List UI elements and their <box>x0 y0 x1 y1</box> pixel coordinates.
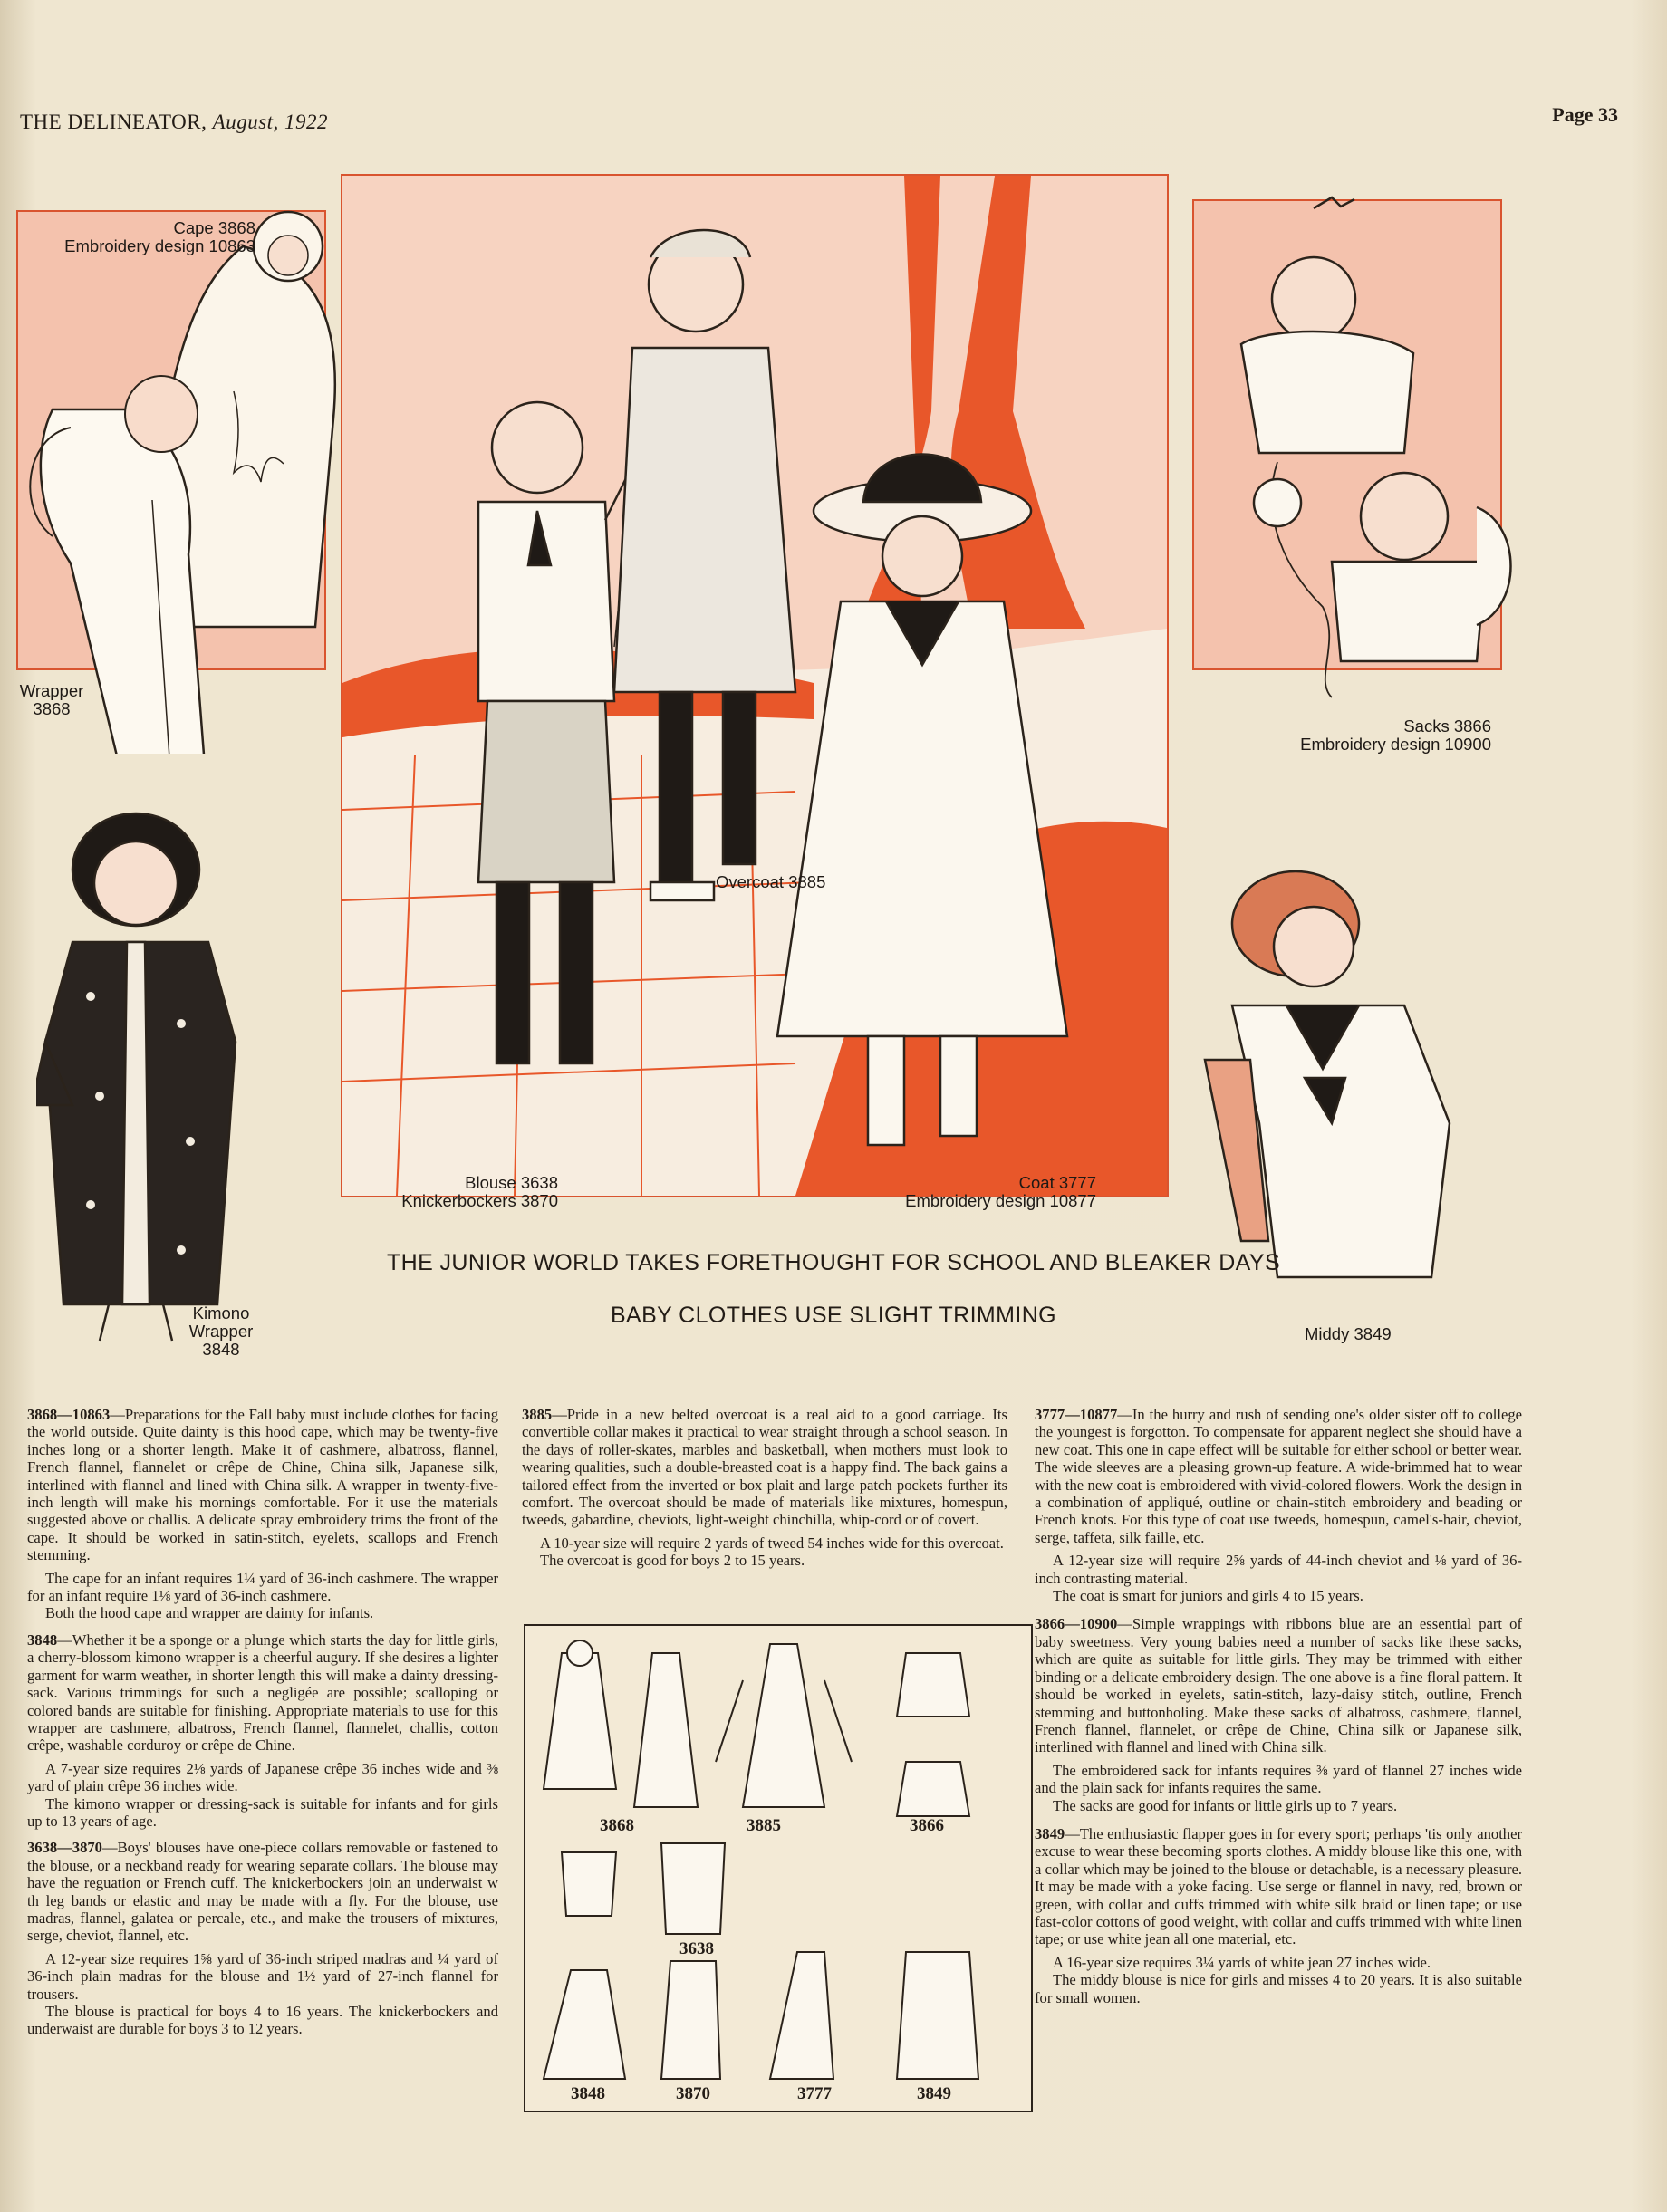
article-requirement: A 10-year size will require 2 yards of tweed 54 inches wide for this overcoat. <box>540 1534 1004 1552</box>
flat-sketches <box>525 1626 1031 2111</box>
label-coat-name: Coat 3777 <box>1018 1173 1096 1192</box>
school-scene-panel <box>341 174 1169 1197</box>
running-header <box>20 111 328 134</box>
label-kimono-line3: 3848 <box>202 1340 240 1359</box>
article-requirement: A 7-year size requires 2⅛ yards of Japanese crêpe 36 inches wide and ⅜ yard of plain crêpe 36 inches wide. <box>27 1759 498 1795</box>
baby-cape-illustration <box>16 210 342 754</box>
flat-label-3868: 3868 <box>600 1816 634 1835</box>
school-scene-illustration <box>342 176 1167 1196</box>
article-body: —In the hurry and rush of sending one's older sister off to college the youngest is forgotton. To compensate for apparent neglect she should have a new coat. This one in cape effect will be suitable for either school or better wear. The wide sleeves are a pleasing grown-up feature. A wide-brimmed hat to wear with the new coat is embroidered with vivid-colored flowers. Work the design in a combination of appliqué, outline or chain-stitch embroidery and beading or French knots. For this type of coat use tweeds, homespun, camel's-hair, cheviot, serge, taffeta, silk faille, etc. <box>1035 1406 1522 1546</box>
article-3885 <box>522 1406 1007 1529</box>
article-suitability: The middy blouse is nice for girls and misses 4 to 20 years. It is also suitable for small women. <box>1035 1971 1522 2006</box>
label-kimono-line1: Kimono <box>192 1303 250 1322</box>
kimono-girl-illustration <box>36 797 272 1377</box>
baby-sacks-illustration <box>1178 190 1522 716</box>
label-sacks-embroidery: Embroidery design 10900 <box>1300 735 1491 754</box>
main-headline: THE JUNIOR WORLD TAKES FORETHOUGHT FOR SCHOOL AND BLEAKER DAYS <box>386 1250 1281 1275</box>
article-code: 3868—10863 <box>27 1406 111 1423</box>
article-code: 3885 <box>522 1406 553 1423</box>
article-code: 3848 <box>27 1630 58 1649</box>
article-suitability: Both the hood cape and wrapper are dainty for infants. <box>45 1604 374 1622</box>
label-wrapper <box>16 682 87 718</box>
label-sacks-name: Sacks 3866 <box>1403 716 1491 736</box>
article-requirement: A 12-year size will require 2⅝ yards of 44-inch cheviot and ⅛ yard of 36-inch contrasting material. <box>1035 1552 1522 1587</box>
label-coat <box>870 1174 1096 1210</box>
article-body: —Boys' blouses have one-piece collars removable or fastened to the blouse, or a neckband ready for wearing separate collars. The blouse may have the reguation or French cuff. The knickerbockers join an underwaist w th leg bands or elastic and may be made with a fly. For the blouse, use madras, flannel, galatea or percale, etc., and make the trousers of mixtures, serge, cheviot, flannel, etc. <box>27 1839 498 1945</box>
sub-headline: BABY CLOTHES USE SLIGHT TRIMMING <box>610 1303 1057 1328</box>
label-overcoat: Overcoat 3885 <box>716 872 826 891</box>
article-suitability: The sacks are good for infants or little girls up to 7 years. <box>1053 1796 1398 1814</box>
label-sacks <box>1268 717 1491 754</box>
article-suitability: The coat is smart for juniors and girls 4 to 15 years. <box>1053 1587 1363 1605</box>
label-wrapper-number: 3868 <box>33 699 71 718</box>
flat-label-3777: 3777 <box>797 2084 832 2103</box>
article-3849 <box>1035 1825 1522 1948</box>
flat-sketches-box <box>524 1624 1033 2112</box>
article-body: —Pride in a new belted overcoat is a real aid to a good carriage. Its convertible collar makes it practical to wear straight through a school season. In the days of roller-skates, marbles and basketball, when mothers must look to wearing qualities, such a double-breasted coat is a happy find. The back gains a tailored effect from the inverted or box plait and large patch pockets further its comfort. The overcoat should be made of materials like mixtures, homespun, tweeds, gabardine, cheviots, light-weight chinchilla, whip-cord or of covert. <box>522 1406 1007 1529</box>
article-3638 <box>27 1839 498 1944</box>
article-3868 <box>27 1406 498 1564</box>
flat-label-3866: 3866 <box>910 1816 944 1835</box>
label-kimono-line2: Wrapper <box>188 1322 254 1341</box>
label-blouse-knickers <box>381 1174 558 1210</box>
article-requirement: The embroidered sack for infants requires ⅜ yard of flannel 27 inches wide and the plain sack for infants requires the same. <box>1035 1761 1522 1797</box>
article-body: —Simple wrappings with ribbons blue are an essential part of baby sweetness. Very young babies need a number of sacks like these sacks, which are quite as suitable for little girls. They may be trimmed with either binding or a delicate embroidery design. The one above is a fine floral pattern. It should be worked in eyelets, satin-stitch, lazy-daisy stitch, outline, French stemming and buttonholing. Make these sacks of albatross, cashmere, flannel, French flannel, flannelet, or crêpe de Chine, China silk or Japanese silk, interlined with flannel and lined with China silk. <box>1035 1615 1522 1756</box>
flat-label-3848: 3848 <box>571 2084 605 2103</box>
flat-label-3870: 3870 <box>676 2084 710 2103</box>
label-cape-name: Cape 3868 <box>173 218 255 237</box>
issue-date: August, 1922 <box>212 111 329 133</box>
article-body: —The enthusiastic flapper goes in for every sport; perhaps 'tis only another excuse to wear these becoming sports clothes. A middy blouse like this one, with a collar which may be joined to the blouse or detachable, is a necessary pleasure. It may be made with a yoke facing. Use serge or flannel in navy, red, brown or green, with collar and cuffs trimmed with white silk braid or linen tape; or use fast-color cottons of good weight, with collar and cuffs trimmed with white linen tape; or use white jean all one material, etc. <box>1035 1824 1522 1948</box>
page-number: Page 33 <box>1552 103 1618 126</box>
label-coat-embroidery: Embroidery design 10877 <box>905 1191 1096 1210</box>
article-code: 3849 <box>1035 1824 1065 1842</box>
label-wrapper-name: Wrapper <box>19 681 84 700</box>
text-column-left <box>27 1406 498 2038</box>
label-knickerbockers: Knickerbockers 3870 <box>401 1191 558 1210</box>
article-body: —Preparations for the Fall baby must include clothes for facing the world outside. Quite dainty is this hood cape, which may be twenty-five inches long or a shorter length. Make it of cashmere, albatross, flannel, French flannel, flannelet or crêpe de Chine, China silk, Japanese silk, interlined with flannel and lined with China silk. A wrapper in twenty-five-inch length will make his mornings comfortable. For it use the materials suggested above or challis. A delicate spray embroidery trims the front of the cape. It should be worked in satin-stitch, eyelets, scallops and French stemming. <box>27 1406 498 1564</box>
article-code: 3777—10877 <box>1035 1406 1118 1423</box>
article-body: —Whether it be a sponge or a plunge which starts the day for little girls, a cherry-blossom kimono wrapper is a cheerful augury. If she desires a lighter garment for warm weather, in shorter length this will make a dainty dressing-sack. Various trimmings for such a negligée are possible; scalloping or colored bands are suitable for finishing. Appropriate materials to use for this wrapper are cashmere, albatross, French flannel, flannelet, challis, cotton crêpe, washable corduroy or crêpe de Chine. <box>27 1630 498 1755</box>
label-cape-embroidery: Embroidery design 10863 <box>64 236 255 255</box>
article-3848 <box>27 1631 498 1755</box>
article-requirement: The cape for an infant requires 1¼ yard of 36-inch cashmere. The wrapper for an infant require 1⅛ yard of 36-inch cashmere. <box>27 1569 498 1605</box>
article-3866 <box>1035 1615 1522 1755</box>
flat-label-3885: 3885 <box>747 1816 781 1835</box>
magazine-title: THE DELINEATOR, <box>20 111 207 133</box>
flat-label-3849: 3849 <box>917 2084 951 2103</box>
article-code: 3638—3870 <box>27 1839 102 1857</box>
label-middy: Middy 3849 <box>1305 1324 1392 1343</box>
article-suitability: The overcoat is good for boys 2 to 15 years. <box>540 1552 805 1570</box>
article-3777 <box>1035 1406 1522 1546</box>
flat-label-3638: 3638 <box>679 1939 714 1958</box>
article-suitability: The kimono wrapper or dressing-sack is suitable for infants and for girls up to 13 years of age. <box>27 1794 498 1830</box>
article-suitability: The blouse is practical for boys 4 to 16 years. The knickerbockers and underwaist are durable for boys 3 to 12 years. <box>27 2003 498 2038</box>
article-requirement: A 12-year size requires 1⅝ yard of 36-inch striped madras and ¼ yard of 36-inch plain madras for the blouse and 1½ yard of 27-inch flannel for trousers. <box>27 1949 498 2003</box>
text-column-middle <box>522 1406 1007 1570</box>
label-cape <box>36 219 255 255</box>
article-code: 3866—10900 <box>1035 1615 1118 1633</box>
article-requirement: A 16-year size requires 3¼ yards of white jean 27 inches wide. <box>1053 1953 1431 1971</box>
text-column-right <box>1035 1406 1522 2006</box>
label-blouse: Blouse 3638 <box>465 1173 558 1192</box>
middy-girl-illustration <box>1178 851 1504 1304</box>
